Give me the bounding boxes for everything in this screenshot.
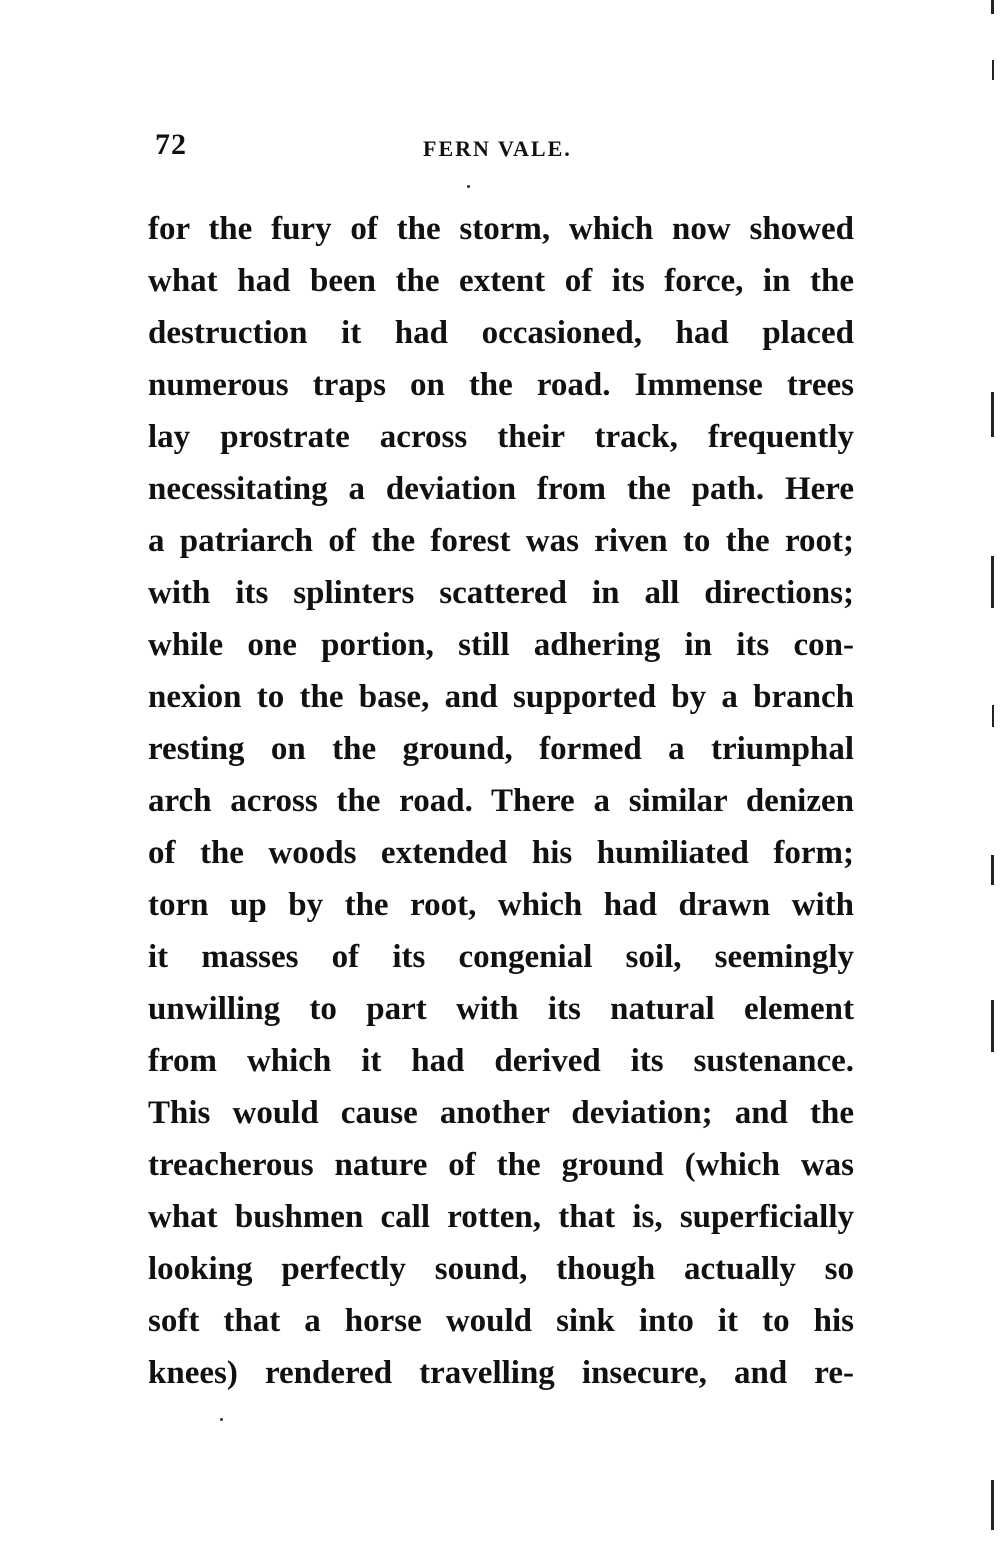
scan-speck — [467, 185, 470, 188]
text-line: soft that a horse would sink into it to his — [148, 1303, 854, 1339]
scan-edge-mark — [992, 60, 994, 80]
body-text — [148, 203, 854, 1399]
scan-edge-mark — [991, 1000, 994, 1052]
scan-edge-mark — [991, 392, 994, 437]
text-line: knees) rendered travelling insecure, and re- — [148, 1355, 854, 1391]
text-line: torn up by the root, which had drawn with — [148, 887, 854, 923]
text-line: what bushmen call rotten, that is, superficially — [148, 1199, 854, 1235]
text-line: with its splinters scattered in all directions; — [148, 575, 854, 611]
text-line: necessitating a deviation from the path. Here — [148, 471, 854, 507]
scan-edge-mark — [991, 1480, 994, 1530]
text-line: This would cause another deviation; and the — [148, 1095, 854, 1131]
text-line: treacherous nature of the ground (which was — [148, 1147, 854, 1183]
text-line: a patriarch of the forest was riven to the root; — [148, 523, 854, 559]
text-line: destruction it had occasioned, had placed — [148, 315, 854, 351]
scan-edge-mark — [992, 705, 994, 727]
text-line: arch across the road. There a similar denizen — [148, 783, 854, 819]
text-line: what had been the extent of its force, in the — [148, 263, 854, 299]
scan-speck — [220, 1418, 223, 1421]
text-line: while one portion, still adhering in its con- — [148, 627, 854, 663]
text-line: nexion to the base, and supported by a branch — [148, 679, 854, 715]
scan-edge-mark — [991, 556, 994, 608]
text-line: unwilling to part with its natural element — [148, 991, 854, 1027]
scan-edge-mark — [991, 855, 994, 885]
text-line: numerous traps on the road. Immense trees — [148, 367, 854, 403]
text-line: it masses of its congenial soil, seemingly — [148, 939, 854, 975]
page-number: 72 — [155, 128, 187, 161]
text-line: of the woods extended his humiliated form; — [148, 835, 854, 871]
text-line: looking perfectly sound, though actually so — [148, 1251, 854, 1287]
text-line: lay prostrate across their track, frequently — [148, 419, 854, 455]
text-line: from which it had derived its sustenance. — [148, 1043, 854, 1079]
running-title: FERN VALE. — [423, 136, 572, 161]
text-line: resting on the ground, formed a triumphal — [148, 731, 854, 767]
page-header — [155, 128, 855, 168]
text-line: for the fury of the storm, which now showed — [148, 211, 854, 247]
scan-edge-mark — [991, 0, 994, 14]
